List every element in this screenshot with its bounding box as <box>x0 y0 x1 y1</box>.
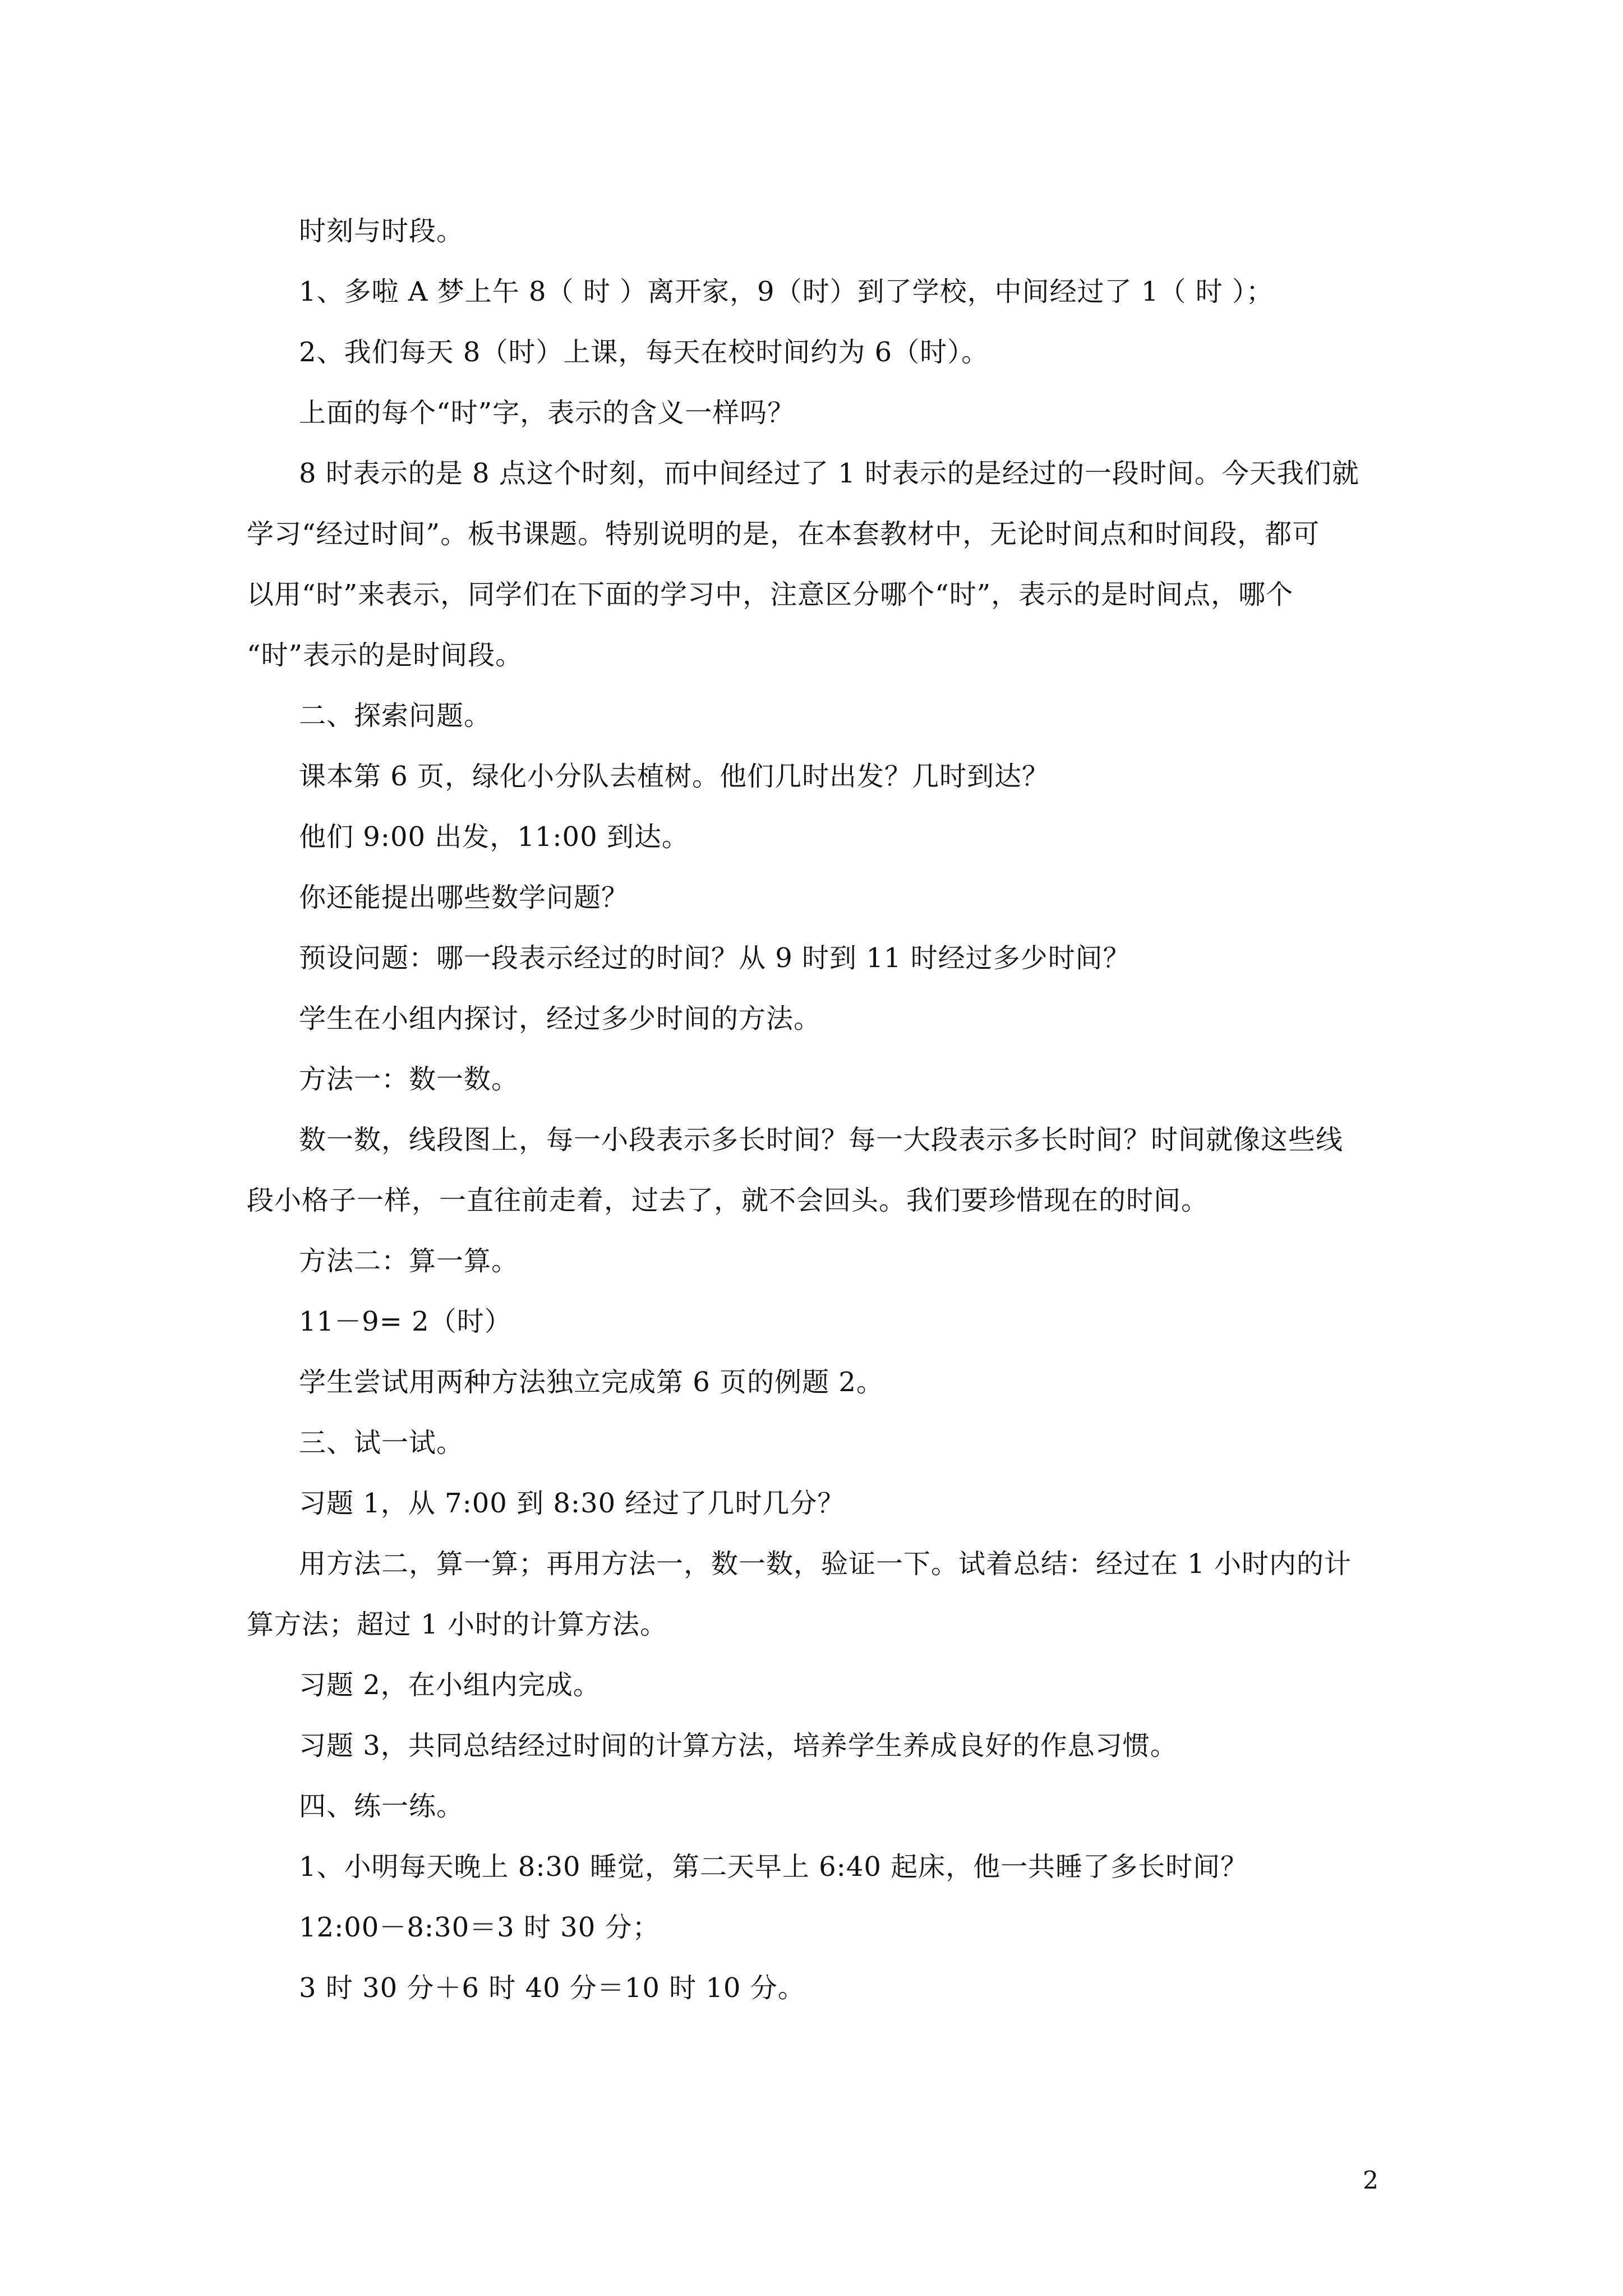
text-line: 数一数，线段图上，每一小段表示多长时间？每一大段表示多长时间？时间就像这些线 <box>299 1124 1344 1156</box>
section-heading: 四、练一练。 <box>299 1791 464 1822</box>
text-line: “时”表示的是时间段。 <box>247 639 523 671</box>
text-line: 学生尝试用两种方法独立完成第 6 页的例题 2。 <box>299 1366 884 1398</box>
text-line: 学生在小组内探讨，经过多少时间的方法。 <box>299 1003 822 1034</box>
text-line: 他们 9:00 出发，11:00 到达。 <box>299 821 689 853</box>
text-line: 用方法二，算一算；再用方法一，数一数，验证一下。试着总结：经过在 1 小时内的计 <box>299 1548 1352 1580</box>
text-line: 2、我们每天 8（时）上课，每天在校时间约为 6（时）。 <box>299 337 989 368</box>
text-line: 以用“时”来表示，同学们在下面的学习中，注意区分哪个“时”，表示的是时间点，哪个 <box>247 579 1294 610</box>
text-line: 方法一：数一数。 <box>299 1064 519 1095</box>
text-line: 课本第 6 页，绿化小分队去植树。他们几时出发？几时到达？ <box>299 761 1050 792</box>
text-line: 习题 1，从 7:00 到 8:30 经过了几时几分？ <box>299 1488 845 1519</box>
text-line: 习题 2，在小组内完成。 <box>299 1669 601 1701</box>
text-line: 段小格子一样，一直往前走着，过去了，就不会回头。我们要珍惜现在的时间。 <box>247 1185 1209 1216</box>
section-heading: 三、试一试。 <box>299 1427 464 1458</box>
text-line: 上面的每个“时”字，表示的含义一样吗？ <box>299 397 795 429</box>
page-number: 2 <box>1363 2166 1378 2195</box>
text-line: 学习“经过时间”。板书课题。特别说明的是，在本套教材中，无论时间点和时间段，都可 <box>247 518 1320 550</box>
equation-line: 3 时 30 分＋6 时 40 分＝10 时 10 分。 <box>299 1972 805 2004</box>
text-line: 方法二：算一算。 <box>299 1245 519 1277</box>
text-line: 1、多啦 A 梦上午 8（ 时 ）离开家，9（时）到了学校，中间经过了 1（ 时 ）； <box>299 276 1274 307</box>
text-line: 预设问题：哪一段表示经过的时间？从 9 时到 11 时经过多少时间？ <box>299 942 1131 974</box>
text-line: 你还能提出哪些数学问题？ <box>299 882 629 913</box>
text-line: 8 时表示的是 8 点这个时刻，而中间经过了 1 时表示的是经过的一段时间。今天我们就 <box>299 458 1359 489</box>
text-line: 算方法；超过 1 小时的计算方法。 <box>247 1609 668 1640</box>
text-line: 习题 3，共同总结经过时间的计算方法，培养学生养成良好的作息习惯。 <box>299 1730 1178 1761</box>
text-line: 1、小明每天晚上 8:30 睡觉，第二天早上 6:40 起床，他一共睡了多长时间？ <box>299 1851 1248 1883</box>
text-line: 时刻与时段。 <box>299 215 464 247</box>
equation-line: 12:00－8:30＝3 时 30 分； <box>299 1912 660 1943</box>
section-heading: 二、探索问题。 <box>299 700 492 731</box>
equation-line: 11－9= 2（时） <box>299 1306 512 1337</box>
